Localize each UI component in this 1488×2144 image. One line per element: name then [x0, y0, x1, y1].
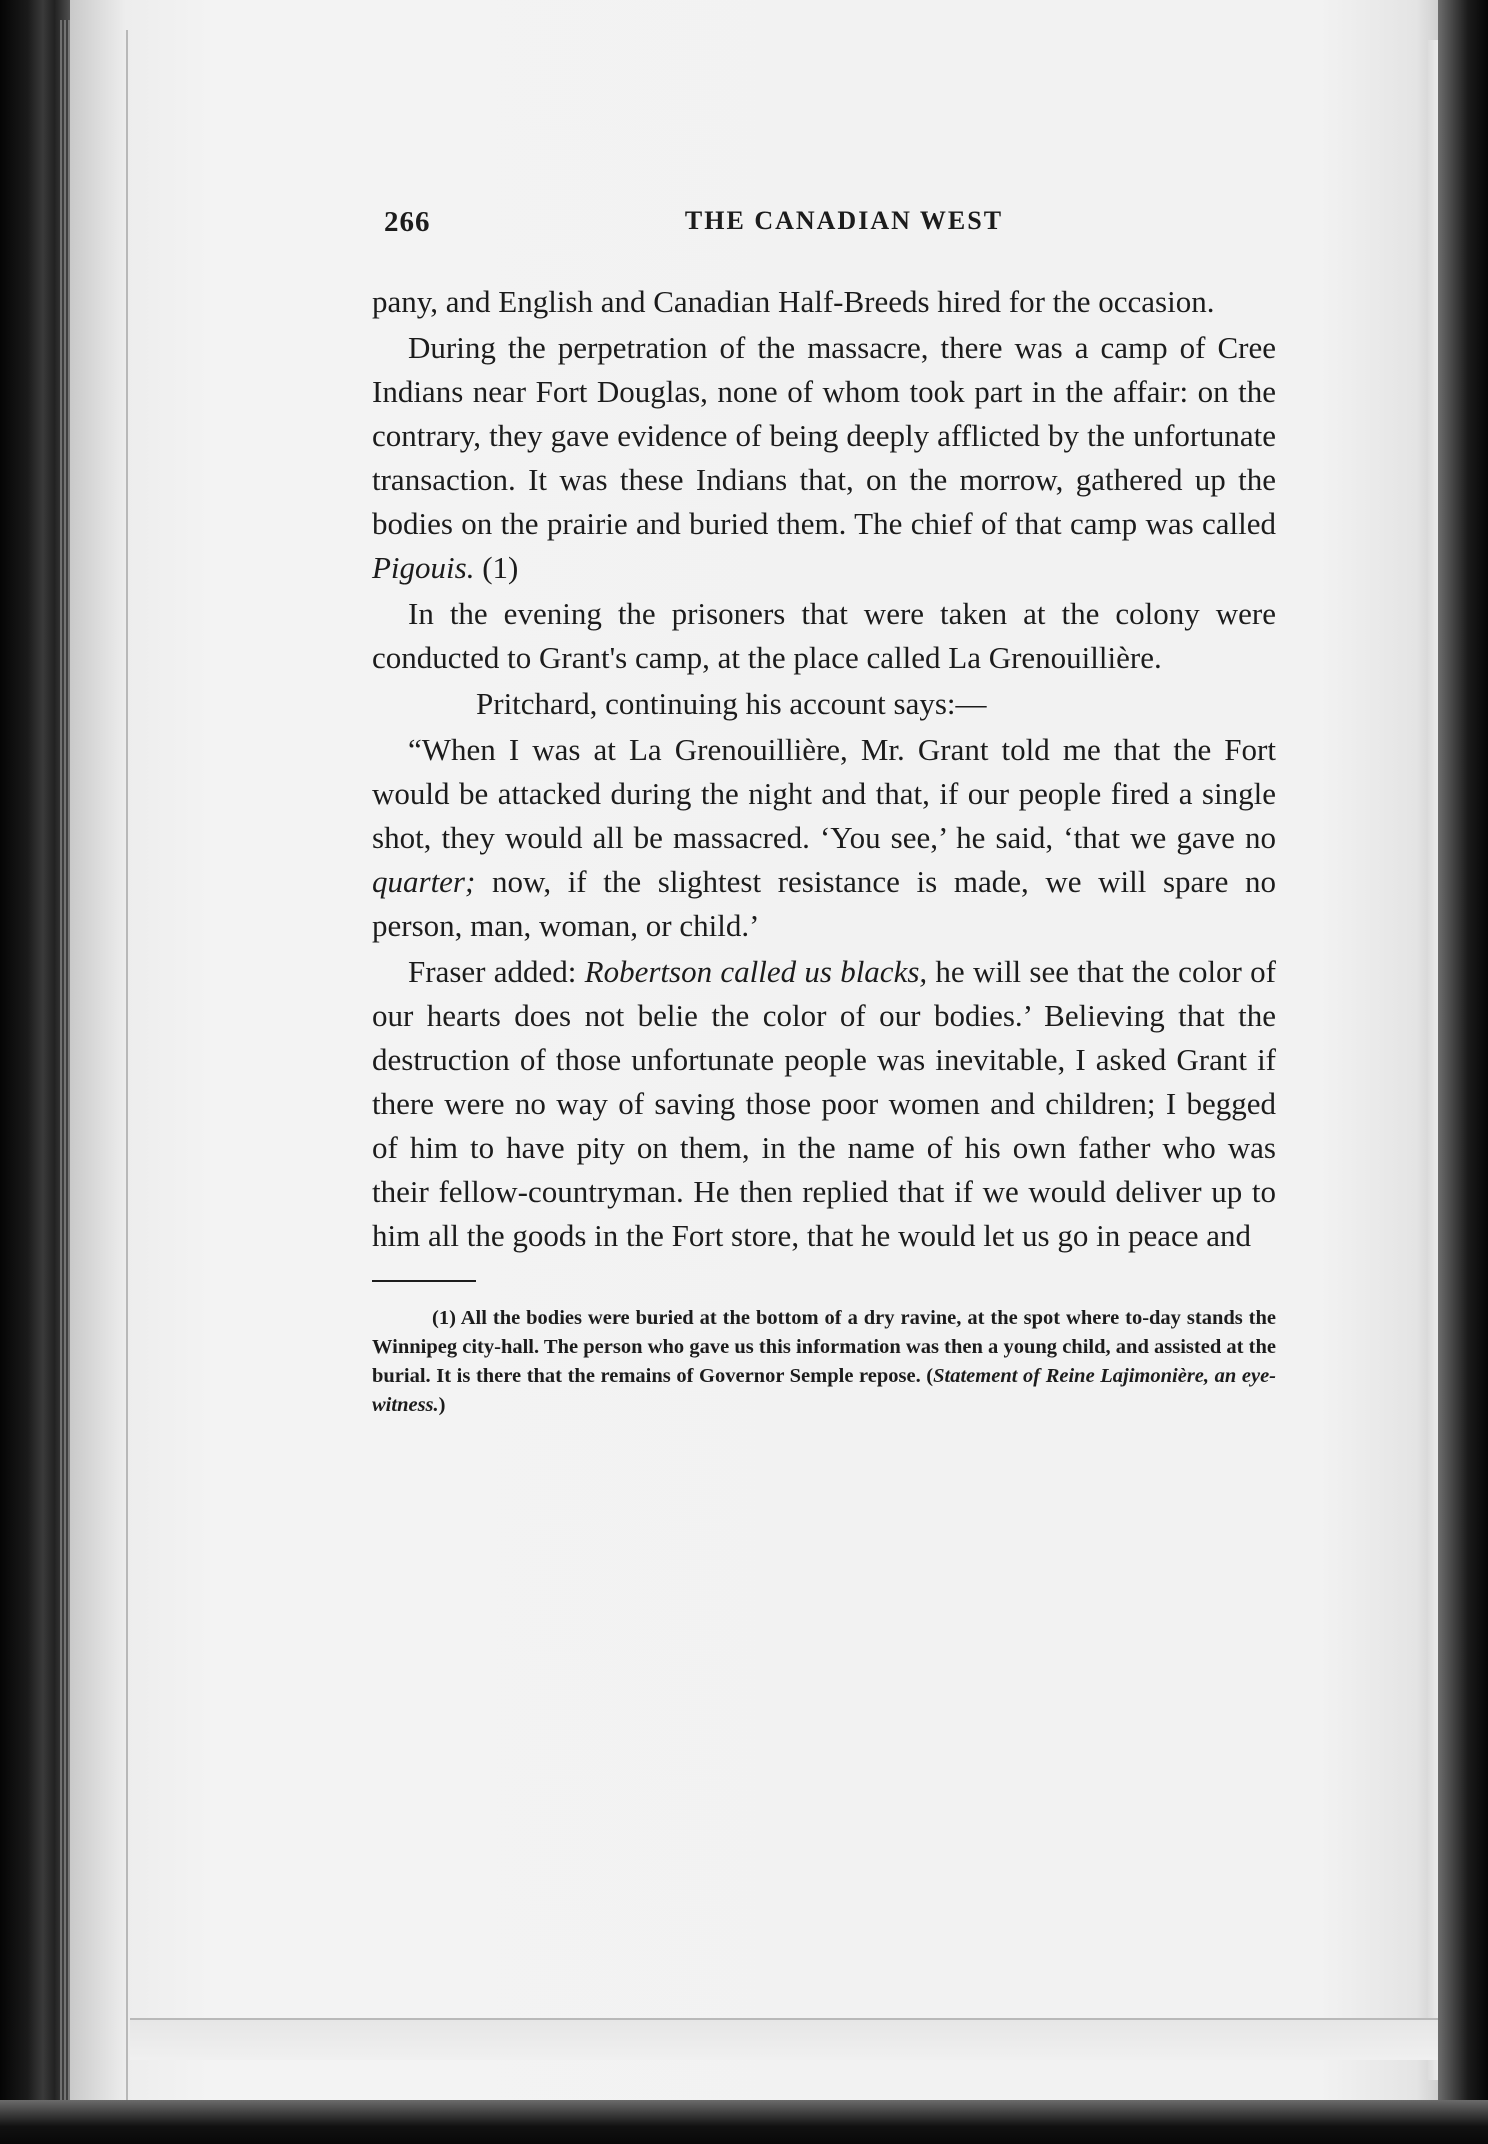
- paragraph: [372, 326, 1276, 590]
- page-fold-line: [126, 30, 128, 2100]
- paragraph-text: now, if the slightest resistance is made, we will spare no person, man, woman, or child.’: [372, 864, 1276, 943]
- paragraph: [372, 592, 1276, 680]
- footnote-text: (1) All the bodies were buried at the bottom of a dry ravine, at the spot where to-day stands the Winnipeg city-hall. The person who gave us this information was then a young child, and assisted at the burial. It is there that the remains of Governor Semple repose. (: [372, 1307, 1276, 1387]
- paragraph-text: During the perpetration of the massacre, there was a camp of Cree Indians near Fort Douglas, none of whom took part in the affair: on the contrary, they gave evidence of being deeply afflicted by the unfortunate transaction. It was these Indians that, on the morrow, gathered up the bodies on the prairie and buried them. The chief of that camp was called: [372, 330, 1276, 541]
- running-head: THE CANADIAN WEST: [684, 206, 1004, 235]
- paragraph-italic: Pigouis.: [372, 550, 475, 585]
- footnote-rule: [372, 1280, 476, 1282]
- page-header: [372, 200, 1276, 240]
- paragraph: [372, 280, 1276, 324]
- paragraph: [372, 728, 1276, 948]
- footnote-italic: Statement of Reine Lajimonière, an eye-witness.: [372, 1365, 1276, 1416]
- footnote-text: ): [438, 1394, 446, 1416]
- paragraph-italic: Robertson called us blacks,: [584, 954, 928, 989]
- right-background: [1438, 0, 1488, 2144]
- paragraph-text: Fraser added:: [408, 954, 585, 989]
- footnote: [372, 1304, 1276, 1420]
- paragraph-text: pany, and English and Canadian Half-Breeds hired for the occasion.: [372, 284, 1215, 319]
- paragraph: [372, 950, 1276, 1258]
- paragraph-text: “When I was at La Grenouillière, Mr. Grant told me that the Fort would be attacked during the night and that, if our people fired a single shot, they would all be massacred. ‘You see,’ he said, ‘that we gave no: [372, 732, 1276, 855]
- page-content: [372, 200, 1276, 1420]
- footnote-ref: (1): [474, 550, 519, 585]
- bottom-background: [0, 2100, 1488, 2144]
- paragraph-text: he will see that the color of our hearts does not belie the color of our bodies.’ Believing that the destruction of those unfortunate people was inevitable, I asked Grant if there were no way of saving those poor women and children; I begged of him to have pity on them, in the name of his own father who was their fellow-countryman. He then replied that if we would deliver up to him all the goods in the Fort store, that he would let us go in peace and: [372, 954, 1276, 1253]
- paragraph-text: Pritchard, continuing his account says:—: [476, 686, 987, 721]
- page-bottom-edge: [130, 2018, 1460, 2060]
- paragraph-italic: quarter;: [372, 864, 476, 899]
- paragraph: [372, 682, 1276, 726]
- page-number: 266: [384, 206, 431, 238]
- paragraph-text: In the evening the prisoners that were taken at the colony were conducted to Grant's camp, at the place called La Grenouillière.: [372, 596, 1276, 675]
